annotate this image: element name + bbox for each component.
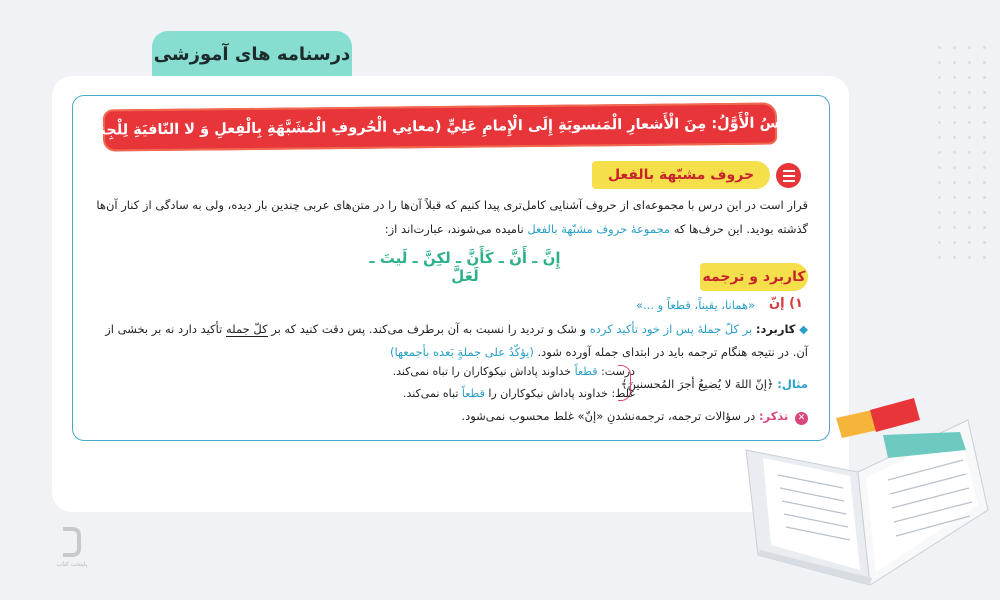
lesson-title: اَلدَّرسُ الْأَوَّلُ: مِنَ الْأَشعارِ الْمَنسوبَةِ إِلَى الْإِمامِ عَلِيٍّ (معانِي الْحُروفِ الْمُشَبَّهَةِ بِالْفِعلِ وَ لا النّافيَةِ لِلْجِنسِ) (73, 115, 807, 139)
wrong-translation: غلط: خداوند پاداش نیکوکاران را قطعاً تباه نمی‌کند. (402, 387, 635, 400)
section-heading-2-label: کاربرد و ترجمه (702, 269, 806, 285)
logo-mark-icon (63, 527, 81, 557)
note-line: ✕ تذکر: در سؤالات ترجمه، ترجمه‌نشدنِ «إنّ» غلط محسوب نمی‌شود. (461, 409, 808, 425)
usage-line1: ◆ کاربرد: بر کلّ جملهٔ پس از خود تأکید کرده و شک و تردید را نسبت به آن برطرف می‌کند. پس دقت کنید که بر کلّ جمله تأکید دارد نه بر بخشی از (105, 322, 808, 336)
section-tab-label: درسنامه های آموزشی (153, 43, 351, 65)
lesson-title-banner (73, 102, 807, 151)
highlight-term: مجموعهٔ حروف مشبّهة بالفعل (527, 222, 671, 236)
underlined-phrase: کلّ جمله (225, 322, 268, 336)
open-book-illustration (738, 380, 996, 585)
usage-line2: آن. در نتیجه هنگام ترجمه باید در ابتدای جمله آورده شود. (یؤکّدُ علی جملةٍ بَعده بأجمعها) (390, 345, 808, 359)
diamond-bullet-icon: ◆ (799, 322, 808, 336)
arabic-particles-list: إِنَّ ـ أَنَّ ـ كَأَنَّ ـ لكِنَّ ـ لَيتَ ـ لَعَلَّ (369, 249, 561, 285)
section-heading-2 (700, 263, 808, 291)
example-line: مثال: ﴿إنّ اللهَ لا یُضیعُ أجرَ المُحسنینَ﴾ (620, 377, 808, 391)
close-icon: ✕ (795, 412, 808, 425)
correct-translation: درست: قطعاً خداوند پاداش نیکوکاران را تباه نمی‌کند. (392, 365, 635, 378)
item-number: ۱) إنّ (769, 296, 803, 311)
menu-icon (776, 163, 801, 188)
logo-text: پایتخت کتاب (56, 561, 88, 568)
dot-pattern (932, 40, 992, 270)
item-meanings: «همانا، یقیناً، قطعاً و ...» (635, 298, 755, 312)
section-tab[interactable] (152, 31, 352, 77)
section-heading-1 (592, 161, 770, 189)
section-heading-1-label: حروف مشبّهة بالفعل (607, 167, 755, 183)
intro-paragraph-line2: گذشته بودید. این حرف‌ها که مجموعهٔ حروف مشبّهة بالفعل نامیده می‌شوند، عبارت‌اند از: (384, 222, 808, 236)
intro-paragraph-line1: قرار است در این درس با مجموعه‌ای از حروف آشنایی کامل‌تری پیدا کنیم که قبلاً آن‌ها را در متن‌های عربی چندین بار دیده، ولی به سادگی از کنار آن‌ها (96, 198, 808, 212)
brand-logo (52, 527, 92, 575)
